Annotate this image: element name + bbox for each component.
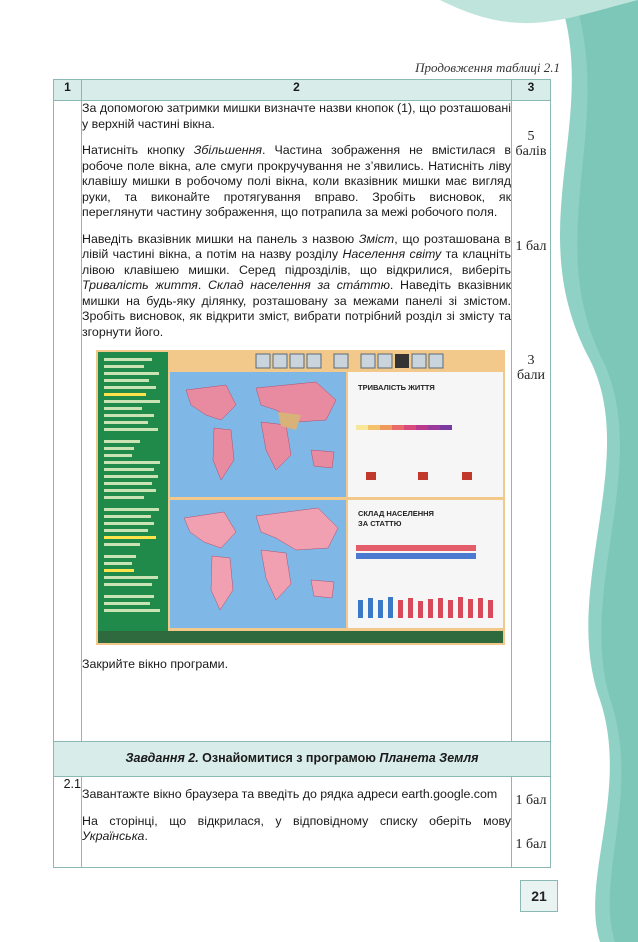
points-1: 1 бал xyxy=(515,239,547,254)
points-3: 3 бали xyxy=(517,353,545,383)
column-header-1: 1 xyxy=(54,80,82,101)
column-header-2: 2 xyxy=(82,80,512,101)
life-expectancy-title: ТРИВАЛІСТЬ ЖИТТЯ xyxy=(358,383,435,392)
points-5: 5 балів xyxy=(515,129,547,159)
instruction-paragraph: Завантажте вікно браузера та введіть до рядка адреси earth.google.com xyxy=(82,787,498,801)
row-number-cell xyxy=(54,101,82,742)
task-2-row xyxy=(54,742,551,777)
points-1: 1 бал xyxy=(515,837,547,852)
instructions-cell xyxy=(82,101,512,742)
table-row xyxy=(54,777,551,868)
page-number: 21 xyxy=(520,880,558,912)
sex-composition-title-1: СКЛАД НАСЕЛЕННЯ xyxy=(358,509,434,518)
table-row xyxy=(54,101,551,742)
points-1: 1 бал xyxy=(515,793,547,808)
points-cell xyxy=(512,777,551,868)
instruction-paragraph: Наведіть вказівник мишки на панель з назвою Зміст, що розташована в лівій частині вікна, а потім на назву розділу Населення світу та клацніть лівою клавішею мишки. Серед підрозділів, що відкрилися, виберіть Тривалість життя. Склад населення за ста́ттю. Наведіть вказівник мишки на будь-яку ділянку, розташовану за межами панелі зі змістом. Зробіть висновок, як відкрити зміст, вибрати потрібний розділ зі змісту та згорнути його. xyxy=(82,231,512,339)
instruction-paragraph: Натисніть кнопку Збільшення. Частина зображення не вмістилася в робоче поле вікна, але смуги прокручування не з’явились. Натисніть ліву клавішу мишки в робочому полі вікна, коли вказівник мишки має вигляд руки, та виконайте протягування вправо. Зробіть висновок, як переглянути частину зображення, що потрапила за межі робочого поля. xyxy=(82,143,511,219)
instruction-paragraph: На сторінці, що відкрилася, у відповідному списку оберіть мову Українська. xyxy=(82,813,511,843)
instructions-cell xyxy=(82,777,512,868)
points-cell xyxy=(512,101,551,742)
column-header-3: 3 xyxy=(512,80,551,101)
task-2-title: Завдання 2. Ознайомитися з програмою Планета Земля xyxy=(54,742,551,777)
table-continuation-caption: Продовження таблиці 2.1 xyxy=(415,60,560,75)
sex-composition-title-2: ЗА СТАТТЮ xyxy=(358,519,402,528)
closing-instruction: Закрийте вікно програми. xyxy=(82,657,229,671)
program-screenshot xyxy=(96,350,505,645)
instructions-table xyxy=(53,79,551,868)
instruction-paragraph: За допомогою затримки мишки визначте назви кнопок (1), що розташовані у верхній частині вікна. xyxy=(82,101,511,131)
atlas-program-window xyxy=(96,350,505,645)
life-expectancy-scale xyxy=(356,425,452,430)
row-number: 2.1 xyxy=(54,777,82,868)
